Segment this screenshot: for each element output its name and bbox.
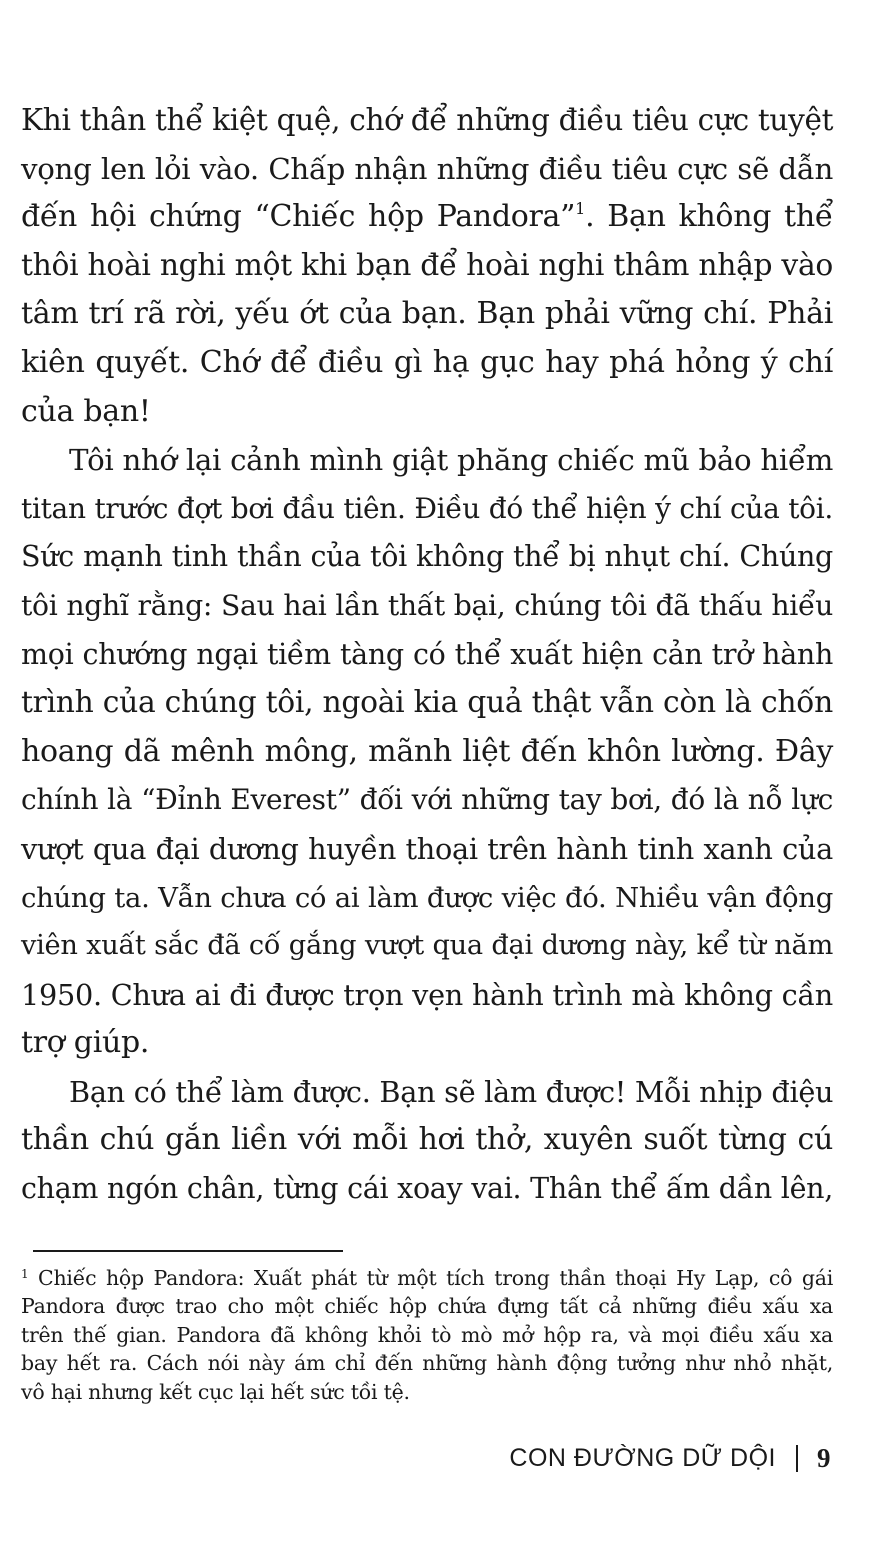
text-line: Khi thân thể kiệt quệ, chớ để những điều tiêu cực tuyệt (21, 103, 834, 137)
text-line: hoang dã mênh mông, mãnh liệt đến khôn lường. Đây (21, 733, 833, 769)
footnote-line (21, 1264, 833, 1292)
text-line: titan trước đợt bơi đầu tiên. Điều đó thể hiện ý chí của tôi. (21, 491, 833, 525)
footer-separator (796, 1445, 798, 1472)
text-line: chúng ta. Vẫn chưa có ai làm được việc đó. Nhiều vận động (21, 881, 833, 914)
text-fragment: đến hội chứng “Chiếc hộp Pandora” (21, 199, 576, 235)
text-line: thần chú gắn liền với mỗi hơi thở, xuyên suốt từng cú (21, 1122, 833, 1158)
text-line: chính là “Đỉnh Everest” đối với những tay bơi, đó là nỗ lực (21, 783, 833, 817)
page-number: 9 (817, 1442, 831, 1473)
text-line: thôi hoài nghi một khi bạn để hoài nghi thâm nhập vào (21, 247, 833, 283)
footnote (21, 1264, 833, 1406)
footnote-line: vô hại nhưng kết cục lại hết sức tồi tệ. (21, 1379, 410, 1404)
footnote-line: bay hết ra. Cách nói này ám chỉ đến những hành động tưởng như nhỏ nhặt, (21, 1351, 833, 1376)
text-line-with-footnote-ref (21, 193, 833, 242)
footnote-reference[interactable]: 1 (575, 199, 586, 219)
text-line: mọi chướng ngại tiềm tàng có thể xuất hiện cản trở hành (21, 637, 833, 671)
text-fragment: . Bạn không thể (585, 199, 833, 235)
text-line: Tôi nhớ lại cảnh mình giật phăng chiếc mũ bảo hiểm (69, 443, 834, 478)
footnote-line: Pandora được trao cho một chiếc hộp chứa đựng tất cả những điều xấu xa (21, 1294, 833, 1319)
text-line: 1950. Chưa ai đi được trọn vẹn hành trình mà không cần (21, 977, 833, 1012)
footnote-line: trên thế gian. Pandora đã không khỏi tò mò mở hộp ra, và mọi điều xấu xa (21, 1322, 833, 1347)
running-footer (509, 1438, 831, 1478)
text-line: tôi nghĩ rằng: Sau hai lần thất bại, chúng tôi đã thấu hiểu (21, 588, 833, 622)
footnote-marker: 1 (21, 1267, 29, 1281)
body-text (21, 96, 833, 1214)
book-title: CON ĐƯỜNG DỮ DỘI (509, 1443, 776, 1472)
footnote-text: Chiếc hộp Pandora: Xuất phát từ một tích trong thần thoại Hy Lạp, cô gái (28, 1266, 833, 1290)
text-line: Sức mạnh tinh thần của tôi không thể bị nhụt chí. Chúng (21, 540, 833, 574)
text-line: Bạn có thể làm được. Bạn sẽ làm được! Mỗi nhịp điệu (69, 1074, 834, 1109)
text-line: viên xuất sắc đã cố gắng vượt qua đại dương này, kể từ năm (21, 930, 833, 962)
text-line: vượt qua đại dương huyền thoại trên hành tinh xanh của (21, 831, 833, 866)
text-line: trợ giúp. (21, 1025, 150, 1061)
text-line: chạm ngón chân, từng cái xoay vai. Thân thể ấm dần lên, (21, 1172, 833, 1206)
text-line: tâm trí rã rời, yếu ớt của bạn. Bạn phải vững chí. Phải (21, 296, 833, 332)
text-line: trình của chúng tôi, ngoài kia quả thật vẫn còn là chốn (21, 685, 833, 721)
text-line: vọng len lỏi vào. Chấp nhận những điều tiêu cực sẽ dẫn (21, 151, 833, 186)
text-line: của bạn! (21, 393, 151, 429)
footnote-divider (33, 1250, 343, 1252)
text-line: kiên quyết. Chớ để điều gì hạ gục hay phá hỏng ý chí (21, 344, 833, 380)
